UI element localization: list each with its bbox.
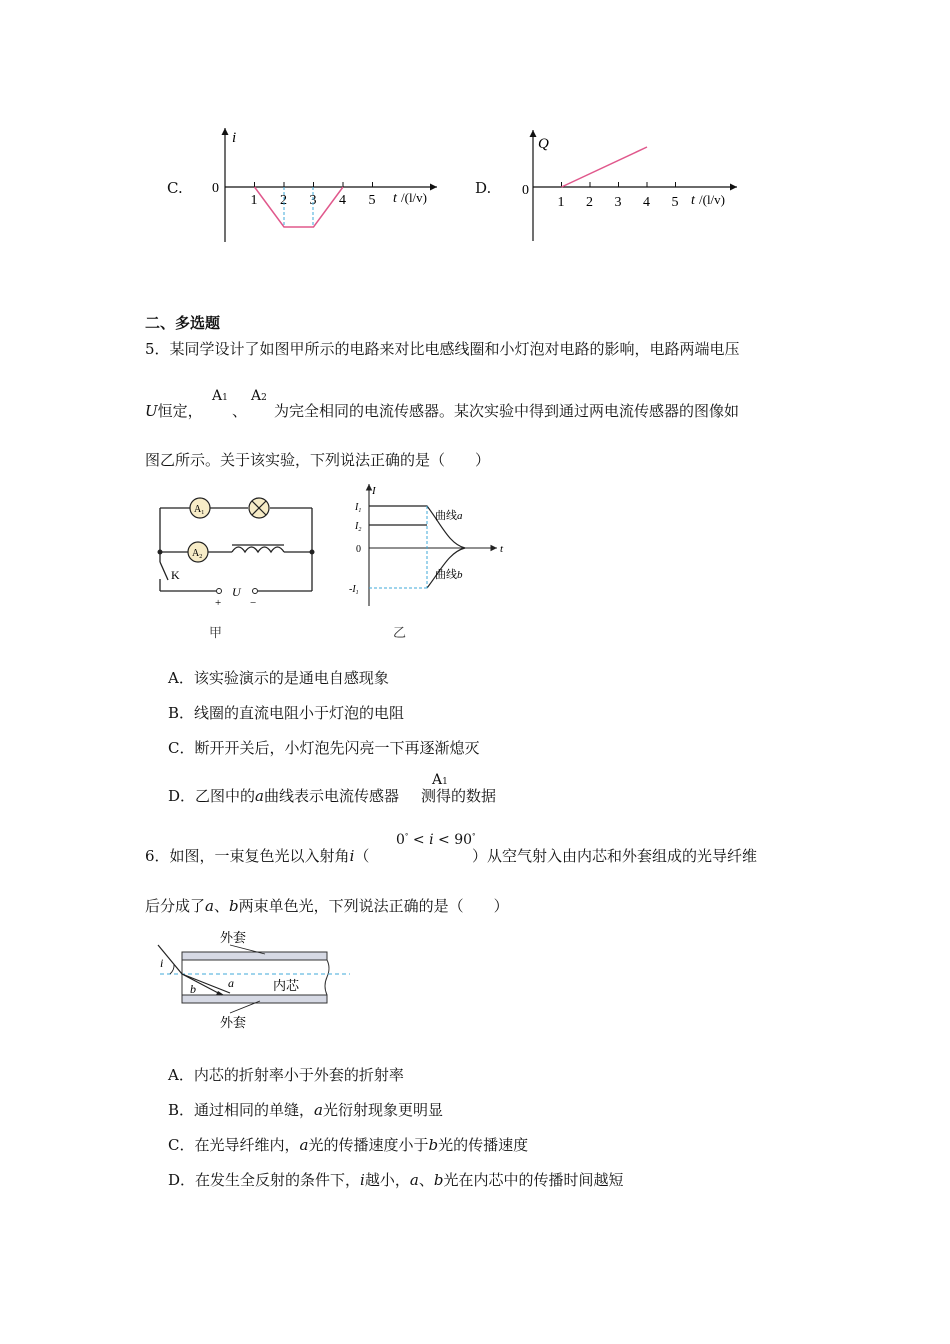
- circuit-a2-text: $A_2$: [192, 548, 203, 560]
- cladding-bottom: [182, 995, 327, 1003]
- switch-label: K: [171, 568, 180, 582]
- circuit-a1-text: $A_1$: [194, 504, 205, 516]
- label-core: 内芯: [273, 978, 300, 993]
- q5-number: 5．: [145, 340, 170, 358]
- q6-fiber-diagram: [150, 925, 355, 1035]
- label-b: b: [190, 982, 196, 996]
- graph-d-origin: 0: [522, 183, 529, 198]
- tick-label: 2: [280, 193, 287, 208]
- q6-angle-condition: 0° < i < 90°: [396, 832, 476, 848]
- graph-i1: $I_1$: [355, 502, 362, 514]
- q5-sep: 、: [232, 402, 248, 420]
- q5-option-b[interactable]: B．线圈的直流电阻小于灯泡的电阻: [168, 704, 405, 722]
- q5-a2-symbol: A2: [251, 388, 267, 404]
- graph-c-origin: 0: [212, 181, 219, 196]
- tick-label: 1: [250, 193, 258, 208]
- graph-d-ylabel: Q: [538, 136, 549, 152]
- q6-option-d[interactable]: D．在发生全反射的条件下，i越小，a、b光在内芯中的传播时间越短: [168, 1171, 624, 1189]
- graph-d-charge-line: [562, 147, 648, 187]
- q5-option-d[interactable]: D．乙图中的a曲线表示电流传感器 测得的数据: [168, 787, 497, 805]
- q5-option-c[interactable]: C．断开开关后，小灯泡先闪亮一下再逐渐熄灭: [168, 739, 480, 757]
- graph-origin: 0: [356, 544, 361, 555]
- q6-option-c[interactable]: C．在光导纤维内，a光的传播速度小于b光的传播速度: [168, 1136, 529, 1154]
- caption-jia: 甲: [209, 626, 223, 641]
- option-d-label: D.: [475, 179, 492, 197]
- caption-yi: 乙: [393, 626, 407, 641]
- graph-d-xlabel-unit: /(l/v): [699, 192, 725, 207]
- q6-i-symbol: i: [349, 847, 355, 865]
- graph-y-label: I: [372, 485, 376, 497]
- label-outer-top: 外套: [220, 930, 247, 945]
- tick-label: 2: [586, 195, 593, 210]
- q5-stem-2b: 为完全相同的电流传感器。某次实验中得到通过两电流传感器的图像如: [274, 402, 740, 420]
- q5-current-graph: [345, 478, 510, 613]
- terminal-plus: +: [215, 597, 222, 609]
- q5-stem-1: 某同学设计了如图甲所示的电路来对比电感线圈和小灯泡对电路的影响，电路两端电压: [169, 340, 740, 358]
- terminal-minus: −: [250, 597, 257, 609]
- q5-line1: [145, 339, 740, 359]
- q5-a1-symbol: A1: [212, 388, 228, 404]
- graph-c: [195, 120, 445, 250]
- terminal-minus-icon: [253, 589, 258, 594]
- graph-d-xlabel-t: t: [691, 193, 695, 208]
- graph-c-current-curve: [255, 187, 344, 227]
- tick-label: 3: [614, 195, 622, 210]
- q6-option-b[interactable]: B．通过相同的单缝，a光衍射现象更明显: [168, 1101, 443, 1119]
- cladding-top: [182, 952, 327, 960]
- junction-dot-left: [158, 550, 163, 555]
- graph-c-ylabel: i: [232, 130, 237, 146]
- circuit-u-label: U: [232, 585, 241, 599]
- q5-stem-3: 图乙所示。关于该实验，下列说法正确的是（ ）: [145, 451, 491, 469]
- graph-d-ticks: [558, 182, 679, 210]
- graph-neg-i1: $-I_1$: [349, 584, 359, 596]
- q5-stem-2a: 恒定，: [157, 402, 203, 420]
- option-c-label: C.: [167, 179, 183, 197]
- q6-number: 6．: [145, 847, 170, 865]
- graph-x-label: t: [500, 543, 504, 555]
- q6-option-a[interactable]: A．内芯的折射率小于外套的折射率: [168, 1066, 404, 1084]
- q5-u-symbol: U: [145, 402, 158, 420]
- tick-label: 5: [368, 193, 376, 208]
- curve-a-label: 曲线a: [435, 510, 463, 522]
- q5-circuit-diagram: [150, 490, 325, 610]
- curve-b-label: 曲线b: [435, 569, 463, 581]
- junction-dot-right: [310, 550, 315, 555]
- tick-label: 4: [643, 195, 650, 210]
- q6-line1: 6．如图，一束复色光以入射角i（: [145, 847, 370, 865]
- graph-c-xlabel-t: t: [393, 191, 397, 206]
- ray-b: [182, 974, 222, 995]
- q5-option-a[interactable]: A．该实验演示的是通电自感现象: [168, 669, 389, 687]
- graph-c-xlabel-unit: /(l/v): [401, 190, 427, 205]
- tick-label: 3: [309, 193, 317, 208]
- tick-label: 4: [339, 193, 346, 208]
- label-i: i: [160, 956, 164, 970]
- tick-label: 1: [557, 195, 565, 210]
- terminal-plus-icon: [217, 589, 222, 594]
- q6-line2: 后分成了a、b两束单色光，下列说法正确的是（ ）: [145, 897, 509, 915]
- q5-line2: [145, 401, 203, 421]
- q6-line1b: ）从空气射入由内芯和外套组成的光导纤维: [472, 847, 758, 865]
- label-outer-bottom: 外套: [220, 1015, 247, 1030]
- label-a: a: [228, 976, 234, 990]
- tick-label: 5: [671, 195, 679, 210]
- q5-option-d-sensor: A1: [432, 772, 448, 788]
- curve-b: [427, 548, 465, 588]
- graph-i2: $I_2$: [355, 521, 362, 533]
- section-heading: 二、多选题: [145, 314, 221, 332]
- graph-d: [505, 124, 745, 246]
